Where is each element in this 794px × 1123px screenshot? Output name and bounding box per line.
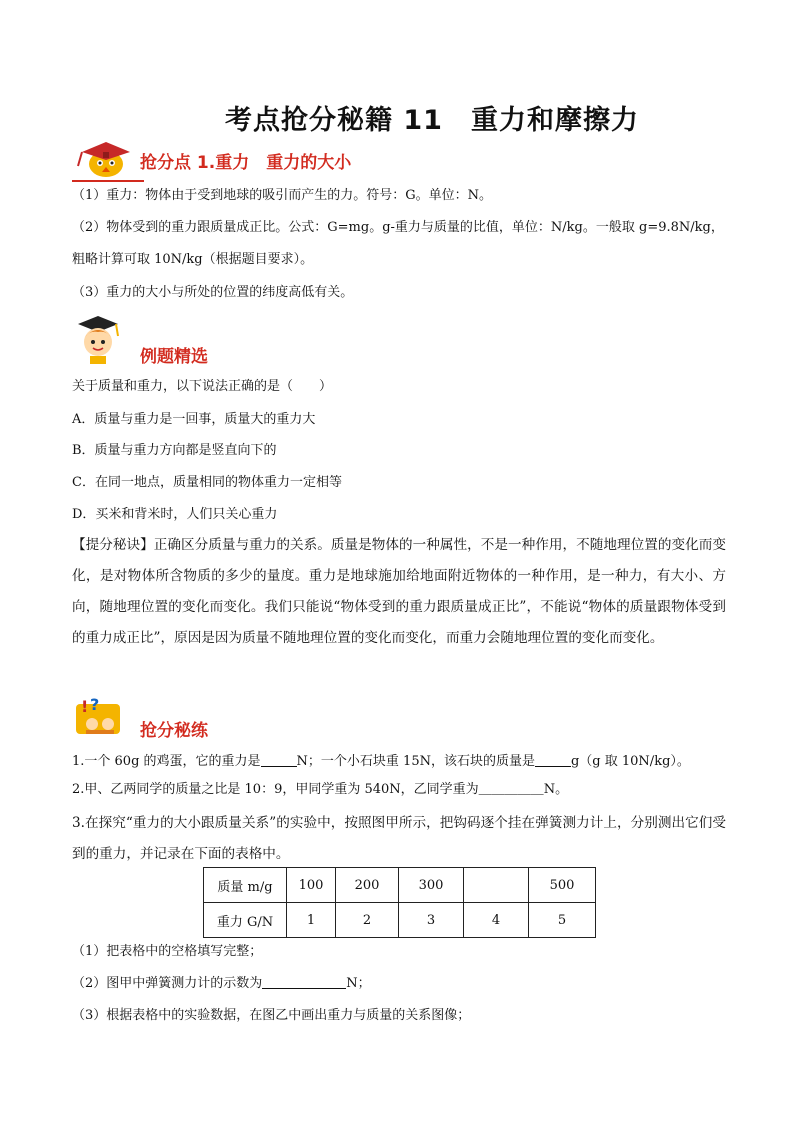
section-1-line-4: （3）重力的大小与所处的位置的纬度高低有关。	[72, 285, 354, 300]
section-1-heading: 抢分点 1.重力 重力的大小	[140, 153, 352, 173]
answer-blank[interactable]	[535, 752, 571, 767]
answer-blank[interactable]	[262, 974, 346, 989]
table-cell: 5	[529, 903, 596, 938]
practice-q3: 3.在探究“重力的大小跟质量关系”的实验中，按照图甲所示，把钩码逐个挂在弹簧测力计上，分别测出它们受到的重力，并记录在下面的表格中。	[72, 815, 726, 862]
page-title: 考点抢分秘籍 11 重力和摩擦力	[225, 105, 639, 136]
practice-q1: 1.一个 60g 的鸡蛋，它的重力是 N；一个小石块重 15N，该石块的质量是 g（g 取 10N/kg）。	[72, 754, 690, 769]
section-1-line-1: （1）重力：物体由于受到地球的吸引而产生的力。符号：G。单位：N。	[72, 188, 493, 203]
table-cell: 100	[287, 868, 336, 903]
sub-question-3: （3）根据表格中的实验数据，在图乙中画出重力与质量的关系图像；	[72, 1008, 471, 1023]
table-row	[204, 868, 596, 903]
table-row	[204, 903, 596, 938]
option-a: A．质量与重力是一回事，质量大的重力大	[72, 412, 316, 427]
option-b: B．质量与重力方向都是竖直向下的	[72, 443, 277, 458]
table-cell: 2	[336, 903, 399, 938]
table-header-cell: 重力 G/N	[204, 903, 287, 938]
question-stem: 关于质量和重力，以下说法正确的是（ ）	[72, 379, 333, 394]
section-1-line-3: 粗略计算可取 10N/kg（根据题目要求）。	[72, 252, 314, 267]
svg-text:!: !	[81, 697, 89, 716]
svg-text:?: ?	[90, 695, 100, 714]
table-cell: 4	[464, 903, 529, 938]
answer-blank[interactable]	[261, 752, 297, 767]
exclamation-question-icon	[72, 694, 130, 738]
mass-weight-table	[203, 867, 596, 938]
tip-paragraph: 【提分秘诀】正确区分质量与重力的关系。质量是物体的一种属性，不是一种作用，不随地理位置的变化而变化，是对物体所含物质的多少的量度。重力是地球施加给地面附近物体的一种作用，是一种力，有大小、方向，随地理位置的变化而变化。我们只能说“物体受到的重力跟质量成正比”，不能说“物体的质量跟物体受到的重力成正比”，原因是因为质量不随地理位置的变化而变化，而重力会随地理位置的变化而变化。	[72, 537, 726, 646]
answer-blank[interactable]: ＿＿＿＿＿	[478, 782, 544, 797]
table-cell: 300	[399, 868, 464, 903]
practice-q2: 2.甲、乙两同学的质量之比是 10：9，甲同学重为 540N，乙同学重为＿＿＿＿＿N。	[72, 782, 569, 797]
option-c: C．在同一地点，质量相同的物体重力一定相等	[72, 475, 342, 490]
option-d: D．买米和背米时，人们只关心重力	[72, 507, 278, 522]
table-header-cell: 质量 m/g	[204, 868, 287, 903]
table-cell: 500	[529, 868, 596, 903]
table-cell: 1	[287, 903, 336, 938]
sub-question-2: （2）图甲中弹簧测力计的示数为 N；	[72, 976, 371, 991]
table-cell-blank[interactable]	[464, 868, 529, 903]
table-cell: 3	[399, 903, 464, 938]
section-3-heading: 抢分秘练	[140, 721, 208, 741]
student-cartoon-icon	[72, 314, 130, 364]
table-cell: 200	[336, 868, 399, 903]
section-1-line-2: （2）物体受到的重力跟质量成正比。公式：G=mg。g-重力与质量的比值，单位：N/kg。一般取 g=9.8N/kg，	[72, 220, 724, 235]
sub-question-1: （1）把表格中的空格填写完整；	[72, 944, 263, 959]
graduation-bird-icon	[72, 138, 130, 182]
section-2-heading: 例题精选	[140, 347, 208, 367]
heading-underline	[72, 180, 144, 182]
